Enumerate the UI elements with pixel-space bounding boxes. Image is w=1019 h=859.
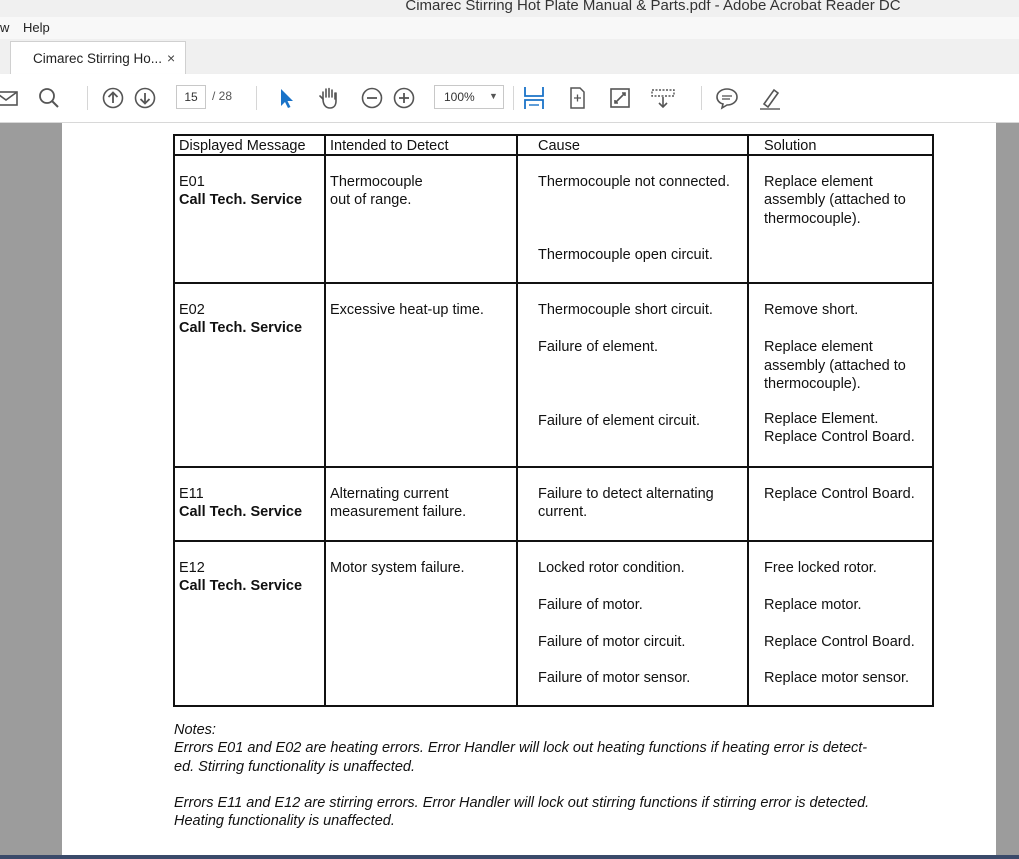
message-cell [174, 283, 325, 467]
detect-text: Excessive heat-up time. [330, 302, 484, 318]
close-tab-icon[interactable]: × [167, 50, 176, 66]
message-cell [174, 467, 325, 541]
toolbar-separator [256, 86, 257, 110]
solution-cell [748, 283, 933, 467]
menu-item-view[interactable]: w [0, 20, 10, 35]
rotate-icon[interactable] [563, 84, 591, 112]
notes-line: Errors E01 and E02 are heating errors. Error Handler will lock out heating functions if heating error is detect- [174, 740, 868, 757]
solution-text: Replace motor sensor. [764, 669, 910, 686]
pdf-page[interactable] [62, 123, 996, 856]
table-header-row [174, 135, 933, 155]
scroll-mode-icon[interactable] [520, 84, 548, 112]
solution-text: Replace Control Board. [764, 429, 915, 446]
chevron-down-icon: ▼ [489, 91, 498, 101]
solution-cell [748, 467, 933, 541]
cause-text: Thermocouple short circuit. [538, 302, 713, 318]
toolbar-separator [87, 86, 88, 110]
detect-text: Alternating current [330, 486, 449, 502]
call-service-text: Call Tech. Service [179, 578, 303, 595]
zoom-in-icon[interactable] [390, 84, 418, 112]
window-title: Cimarec Stirring Hot Plate Manual & Parts.pdf - Adobe Acrobat Reader DC [405, 0, 901, 14]
page-number-input[interactable]: 15 [176, 85, 206, 109]
toolbar-separator [513, 86, 514, 110]
solution-text: assembly (attached to [764, 357, 906, 374]
cause-text: Failure of motor. [538, 597, 643, 614]
cause-cell [517, 541, 748, 706]
cause-text: Failure of motor circuit. [538, 633, 686, 650]
hand-tool-icon[interactable] [315, 84, 343, 112]
page-up-icon[interactable] [99, 84, 127, 112]
page-down-icon[interactable] [131, 84, 159, 112]
cause-cell [517, 283, 748, 467]
cause-text: current. [538, 504, 588, 521]
zoom-out-icon[interactable] [358, 84, 386, 112]
table-row [174, 283, 933, 467]
cause-text: Failure of motor sensor. [538, 669, 691, 686]
title-bar [0, 0, 1019, 17]
cause-text: Failure of element. [538, 339, 659, 356]
notes-line: Heating functionality is unaffected. [174, 813, 395, 830]
zoom-value: 100% [444, 90, 475, 104]
notes-heading: Notes: [174, 722, 216, 738]
column-header: Cause [517, 135, 748, 155]
column-header: Displayed Message [174, 135, 325, 155]
solution-text: thermocouple). [764, 375, 861, 392]
solution-text: Replace Control Board. [764, 633, 915, 650]
column-header: Solution [748, 135, 933, 155]
detect-text: Motor system failure. [330, 560, 465, 576]
detect-text: measurement failure. [330, 504, 467, 521]
comment-icon[interactable] [713, 84, 741, 112]
cause-text: Failure to detect alternating [538, 486, 714, 502]
cause-text: Thermocouple open circuit. [538, 247, 713, 264]
error-code: E02 [179, 302, 205, 318]
error-code: E01 [179, 174, 205, 190]
cause-cell [517, 155, 748, 283]
table-row [174, 541, 933, 706]
solution-text: Remove short. [764, 302, 859, 318]
solution-cell [748, 155, 933, 283]
search-icon[interactable] [35, 84, 63, 112]
message-cell [174, 541, 325, 706]
notes-line: ed. Stirring functionality is unaffected. [174, 758, 415, 775]
table-row [174, 155, 933, 283]
solution-text: Replace Element. [764, 411, 879, 428]
menu-item-help[interactable]: Help [23, 20, 50, 35]
cause-text: Failure of element circuit. [538, 412, 700, 429]
cause-text: Locked rotor condition. [538, 560, 685, 576]
document-tab[interactable] [10, 41, 186, 74]
error-code: E11 [179, 486, 204, 502]
cause-cell [517, 467, 748, 541]
cause-text: Thermocouple not connected. [538, 174, 730, 190]
detect-text: out of range. [330, 192, 412, 209]
select-cursor-icon[interactable] [272, 84, 300, 112]
solution-text: Replace Control Board. [764, 486, 915, 502]
solution-text: Replace element [764, 174, 873, 190]
troubleshooting-table [173, 134, 934, 707]
solution-text: Replace element [764, 339, 873, 356]
call-service-text: Call Tech. Service [179, 192, 303, 209]
detect-cell [325, 467, 517, 541]
fullscreen-icon[interactable] [606, 84, 634, 112]
notes-section [174, 721, 934, 830]
detect-cell [325, 283, 517, 467]
detect-cell [325, 541, 517, 706]
taskbar-edge [0, 855, 1019, 859]
tab-label: Cimarec Stirring Ho... [33, 51, 163, 66]
read-mode-icon[interactable] [649, 84, 677, 112]
toolbar-separator [701, 86, 702, 110]
table-row [174, 467, 933, 541]
page-content [62, 123, 996, 856]
zoom-select[interactable] [434, 85, 504, 109]
toolbar [0, 74, 1019, 123]
solution-text: assembly (attached to [764, 192, 906, 209]
solution-cell [748, 541, 933, 706]
solution-text: thermocouple). [764, 210, 861, 227]
tab-bar [0, 39, 1019, 74]
mail-icon[interactable] [0, 84, 20, 112]
highlight-pen-icon[interactable] [756, 84, 784, 112]
call-service-text: Call Tech. Service [179, 504, 303, 521]
column-header: Intended to Detect [325, 135, 517, 155]
menu-bar [0, 17, 1019, 40]
solution-text: Replace motor. [764, 597, 862, 614]
error-code: E12 [179, 560, 205, 576]
detect-cell [325, 155, 517, 283]
notes-line: Errors E11 and E12 are stirring errors. Error Handler will lock out stirring functions if stirring error is detected. [174, 794, 870, 811]
message-cell [174, 155, 325, 283]
detect-text: Thermocouple [330, 174, 423, 190]
solution-text: Free locked rotor. [764, 560, 877, 576]
page-total: / 28 [212, 89, 233, 103]
call-service-text: Call Tech. Service [179, 320, 303, 337]
